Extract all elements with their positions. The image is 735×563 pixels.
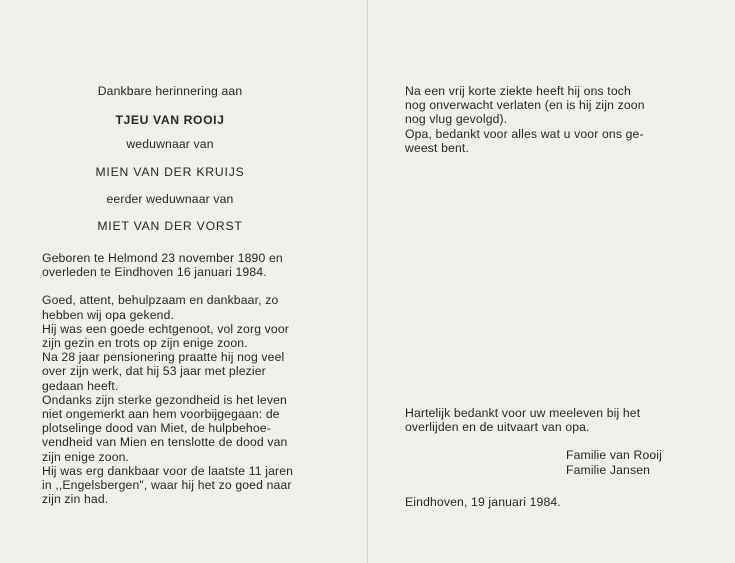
body-line: in ,,Engelsbergen", waar hij het zo goed naar <box>42 478 292 493</box>
text-line: nog vlug gevolgd). <box>405 112 508 127</box>
text-line: nog onverwacht verlaten (en is hij zijn zoon <box>405 98 645 113</box>
body-line: gedaan heeft. <box>42 378 119 393</box>
right-top-text <box>405 84 681 155</box>
thanks-line: overlijden en de uitvaart van opa. <box>405 420 590 435</box>
body-line: Na 28 jaar pensionering praatte hij nog veel <box>42 350 285 365</box>
right-bottom-text <box>405 406 681 509</box>
body-line: vendheid van Mien en tenslotte de dood van <box>42 435 288 450</box>
widower-line-1: weduwnaar van <box>126 137 214 152</box>
body-line: Hij was een goede echtgenoot, vol zorg voor <box>42 321 289 336</box>
body-line: Goed, attent, behulpzaam en dankbaar, zo <box>42 293 279 308</box>
intro-line: Dankbare herinnering aan <box>97 84 243 98</box>
signature-line: Familie Jansen <box>566 462 651 477</box>
body-line: zijn enige zoon. <box>42 449 130 464</box>
signature-line: Familie van Rooij <box>566 448 663 463</box>
thanks-line: Hartelijk bedankt voor uw meeleven bij het <box>405 406 641 420</box>
left-header <box>40 84 300 233</box>
birth-line: Geboren te Helmond 23 november 1890 en <box>42 251 283 265</box>
spouse-name-1: MIEN VAN DER KRUIJS <box>95 164 245 179</box>
text-line: Na een vrij korte ziekte heeft hij ons toch <box>405 84 631 98</box>
text-line: Opa, bedankt voor alles wat u voor ons ge- <box>405 126 644 141</box>
birth-line: overleden te Eindhoven 16 januari 1984. <box>42 265 267 280</box>
body-line: niet ongemerkt aan hem voorbijgegaan: de <box>42 407 280 422</box>
place-date: Eindhoven, 19 januari 1984. <box>405 494 561 509</box>
widower-line-2: eerder weduwnaar van <box>106 191 234 206</box>
body-line: hebben wij opa gekend. <box>42 307 175 322</box>
body-line: plotselinge dood van Miet, de hulpbehoe- <box>42 421 271 436</box>
deceased-name: TJEU VAN ROOIJ <box>115 113 225 128</box>
body-line: Hij was erg dankbaar voor de laatste 11 jaren <box>42 463 294 478</box>
spouse-name-2: MIET VAN DER VORST <box>97 219 243 234</box>
body-line: Ondanks zijn sterke gezondheid is het leven <box>42 392 287 407</box>
body-line: over zijn werk, dat hij 53 jaar met plezier <box>42 364 266 379</box>
left-body <box>42 251 300 506</box>
body-line: zijn gezin en trots op zijn enige zoon. <box>42 336 248 351</box>
card-fold-line <box>367 0 368 563</box>
text-line: weest bent. <box>405 140 469 155</box>
body-line: zijn zin had. <box>42 492 109 507</box>
